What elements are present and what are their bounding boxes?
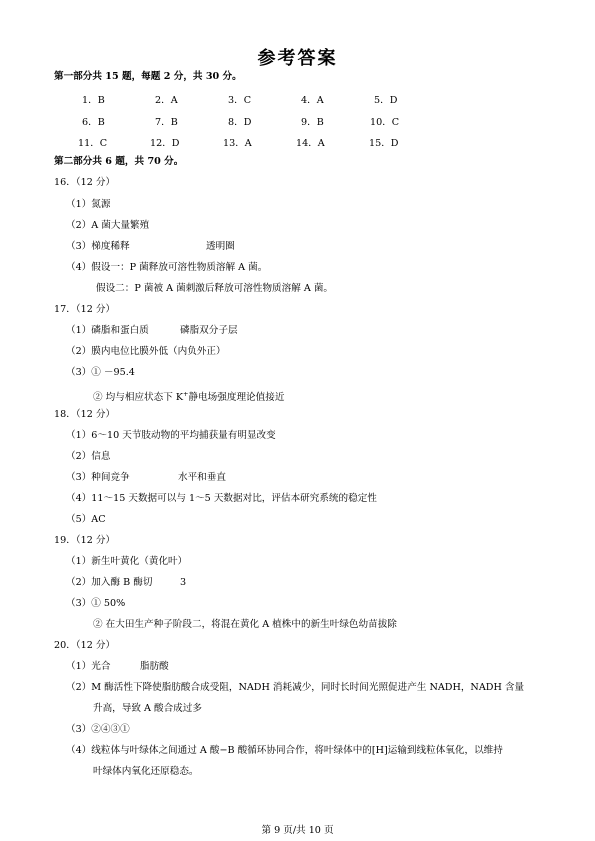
answer-item: 1．B	[82, 95, 105, 106]
answer-line: 假设二：P 菌被 A 菌刺激后释放可溶性物质溶解 A 菌。	[96, 283, 334, 294]
answer-item: 3．C	[228, 95, 252, 106]
answer-line: （3）②④③①	[66, 724, 130, 735]
part2-header: 第二部分共 6 题，共 70 分。	[54, 156, 184, 167]
answer-line: （1）6～10 天节肢动物的平均捕获量有明显改变	[66, 430, 276, 441]
answer-item: 6．B	[82, 117, 105, 128]
question-heading: 20．（12 分）	[54, 640, 116, 651]
answer-line: （3）种间竞争	[66, 472, 130, 483]
answer-line: （3）① －95.4	[66, 367, 135, 378]
answer-line: 磷脂双分子层	[180, 325, 238, 336]
answer-line: （4）假设一：P 菌释放可溶性物质溶解 A 菌。	[66, 262, 268, 273]
answer-item: 5．D	[374, 95, 398, 106]
answer-line: ② 在大田生产种子阶段二，将混在黄化 A 植株中的新生叶绿色幼苗拔除	[93, 619, 397, 630]
answer-line: （4）11～15 天数据可以与 1～5 天数据对比，评估本研究系统的稳定性	[66, 493, 377, 504]
answer-line: （1）光合	[66, 661, 111, 672]
answer-item: 11．C	[78, 138, 108, 149]
answer-line: （1）新生叶黄化（黄化叶）	[66, 556, 188, 567]
answer-item: 15．D	[369, 138, 399, 149]
answer-line: （5）AC	[66, 514, 106, 525]
answer-item: 12．D	[150, 138, 180, 149]
answer-item: 2．A	[155, 95, 178, 106]
answer-line: （2）膜内电位比膜外低（内负外正）	[66, 346, 226, 357]
answer-line: （2）信息	[66, 451, 111, 462]
answer-item: 4．A	[301, 95, 324, 106]
answer-line: （1）磷脂和蛋白质	[66, 325, 149, 336]
answer-line: ② 均与相应状态下 K+静电场强度理论值接近	[93, 390, 285, 403]
answer-line: 3	[180, 577, 187, 588]
answer-item: 9．B	[301, 117, 324, 128]
question-heading: 17．（12 分）	[54, 304, 116, 315]
answer-line: 脂肪酸	[140, 661, 169, 672]
question-heading: 16．（12 分）	[54, 177, 116, 188]
answer-item: 13．A	[223, 138, 252, 149]
answer-line: （1）氮源	[66, 199, 111, 210]
answer-line: （3）梯度稀释	[66, 241, 130, 252]
answer-item: 10．C	[370, 117, 400, 128]
page-footer: 第 9 页/共 10 页	[261, 825, 334, 836]
answer-item: 14．A	[296, 138, 325, 149]
answer-line: 透明圈	[206, 241, 235, 252]
answer-line: 升高，导致 A 酸合成过多	[93, 703, 202, 714]
answer-line: （4）线粒体与叶绿体之间通过 A 酸−B 酸循环协同合作，将叶绿体中的[H]运输到线粒体氧化，以维持	[66, 745, 503, 756]
page-title: 参考答案	[257, 48, 338, 69]
answer-line: （2）A 菌大量繁殖	[66, 220, 150, 231]
part1-header: 第一部分共 15 题，每题 2 分，共 30 分。	[54, 71, 242, 82]
answer-line: （2）M 酶活性下降使脂肪酸合成受阻，NADH 消耗减少，同时长时间光照促进产生 NADH，NADH 含量	[66, 682, 525, 693]
answer-line: （3）① 50%	[66, 598, 126, 609]
answer-line: 叶绿体内氧化还原稳态。	[93, 766, 199, 777]
answer-item: 7．B	[155, 117, 178, 128]
question-heading: 19．（12 分）	[54, 535, 116, 546]
answer-item: 8．D	[228, 117, 252, 128]
answer-line: （2）加入酶 B 酶切	[66, 577, 153, 588]
answer-line: 水平和垂直	[178, 472, 226, 483]
question-heading: 18．（12 分）	[54, 409, 116, 420]
